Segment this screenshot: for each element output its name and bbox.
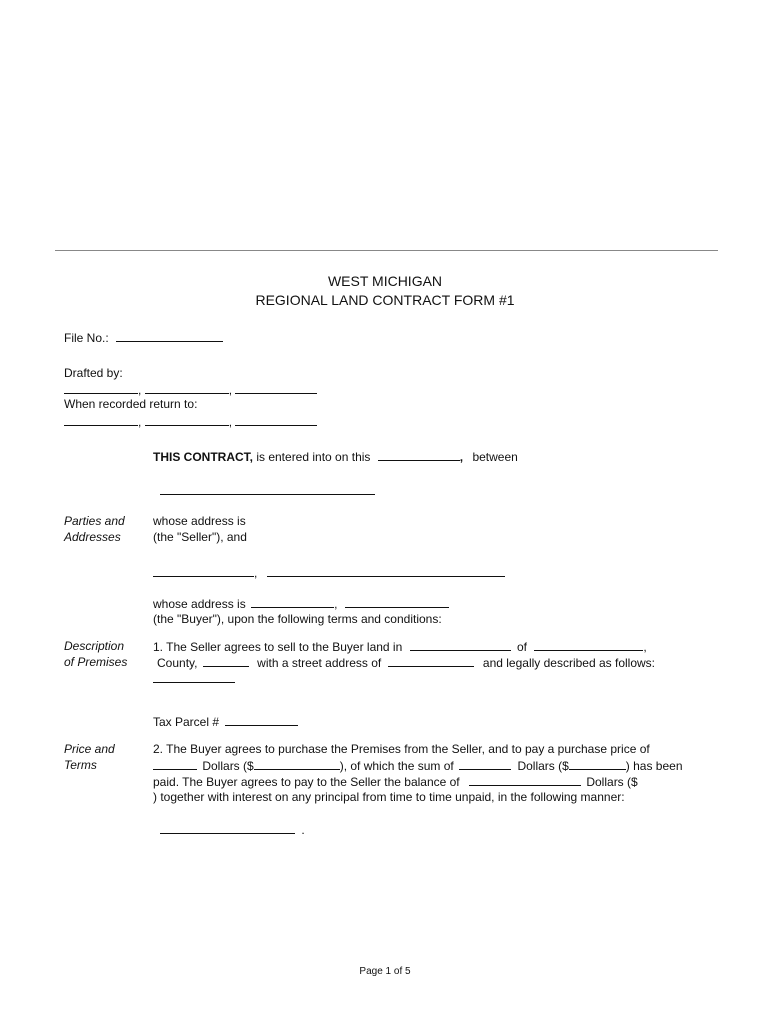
drafted-by-label: Drafted by:	[64, 366, 123, 380]
buyer-name-field-2[interactable]	[267, 565, 505, 577]
payment-terms-field[interactable]	[160, 822, 295, 834]
county-field[interactable]	[203, 655, 249, 667]
section2-line1: 2. The Buyer agrees to purchase the Premises from the Seller, and to pay a purchase price of	[153, 742, 650, 756]
header-rule	[55, 250, 718, 251]
comma: ,	[459, 450, 464, 464]
dollars-label: Dollars ($	[517, 759, 569, 773]
drafted-by-fields	[64, 382, 317, 397]
section2-which: ), of which the sum of	[339, 759, 454, 773]
recorded-field-3[interactable]	[235, 414, 317, 426]
buyer-role: (the "Buyer"), upon the following terms and conditions:	[153, 612, 442, 626]
intro-line	[153, 449, 518, 464]
section1-county: County,	[157, 656, 198, 670]
dollars-label: Dollars ($	[202, 759, 254, 773]
drafted-by-field-2[interactable]	[145, 382, 229, 394]
file-no-label: File No.:	[64, 331, 109, 345]
comma: ,	[254, 566, 258, 580]
comma: ,	[643, 640, 647, 654]
section1-street: with a street address of	[257, 656, 382, 670]
section1-legal: and legally described as follows:	[482, 656, 656, 670]
balance-words-field[interactable]	[469, 774, 581, 786]
file-no-row	[64, 330, 223, 345]
recorded-field-1[interactable]	[64, 414, 138, 426]
section1-line1	[153, 639, 647, 654]
margin-parties-2: Addresses	[64, 530, 121, 544]
file-no-field[interactable]	[116, 330, 223, 342]
seller-address-label: whose address is	[153, 514, 246, 528]
tax-parcel-label: Tax Parcel #	[153, 715, 220, 729]
township-field[interactable]	[410, 639, 511, 651]
margin-price-2: Terms	[64, 758, 97, 772]
payment-terms-row	[160, 822, 305, 837]
price-words-field[interactable]	[153, 758, 197, 770]
buyer-address-label: whose address is	[153, 597, 246, 611]
seller-name-row	[160, 483, 375, 498]
comma: ,	[228, 383, 233, 397]
intro-between: between	[472, 450, 518, 464]
title-line-1: WEST MICHIGAN	[327, 273, 443, 289]
recorded-fields	[64, 414, 317, 429]
section2-line4: ) together with interest on any principal from time to time unpaid, in the following manner:	[153, 790, 625, 804]
margin-parties-1: Parties and	[64, 514, 125, 528]
seller-name-field[interactable]	[160, 483, 375, 495]
buyer-address-field-2[interactable]	[345, 596, 449, 608]
price-amount-field[interactable]	[254, 758, 340, 770]
section2-line2	[153, 758, 683, 773]
drafted-by-field-1[interactable]	[64, 382, 138, 394]
tax-parcel-row	[153, 714, 298, 729]
intro-text: is entered into on this	[253, 450, 371, 464]
county-name-field[interactable]	[534, 639, 643, 651]
recorded-label: When recorded return to:	[64, 397, 198, 411]
title-line-2: REGIONAL LAND CONTRACT FORM #1	[255, 292, 515, 308]
comma: ,	[138, 415, 142, 429]
buyer-name-field-1[interactable]	[153, 565, 254, 577]
buyer-address-row	[153, 596, 449, 611]
section2-paid: paid. The Buyer agrees to pay to the Seller the balance of	[153, 775, 460, 789]
buyer-name-row	[153, 565, 505, 580]
comma: ,	[138, 383, 142, 397]
contract-date-field[interactable]	[378, 449, 460, 461]
recorded-field-2[interactable]	[145, 414, 229, 426]
section2-has-been: ) has been	[625, 759, 683, 773]
section1-text: 1. The Seller agrees to sell to the Buyer land in	[153, 640, 403, 654]
down-payment-amount-field[interactable]	[569, 758, 626, 770]
seller-role: (the "Seller"), and	[153, 530, 247, 544]
margin-description-2: of Premises	[64, 655, 128, 669]
street-address-field[interactable]	[388, 655, 474, 667]
drafted-by-field-3[interactable]	[235, 382, 317, 394]
comma: ,	[228, 415, 233, 429]
margin-price-1: Price and	[64, 742, 115, 756]
legal-description-field[interactable]	[153, 671, 235, 683]
dollars-label: Dollars ($	[586, 775, 638, 789]
down-payment-words-field[interactable]	[459, 758, 511, 770]
section2-line3	[153, 774, 638, 789]
section1-of: of	[516, 640, 527, 654]
period: .	[301, 823, 305, 837]
page-number: Page 1 of 5	[359, 966, 411, 977]
buyer-address-field-1[interactable]	[251, 596, 334, 608]
legal-description-row	[153, 671, 235, 686]
margin-description-1: Description	[64, 639, 125, 653]
intro-bold: THIS CONTRACT,	[153, 450, 253, 464]
comma: ,	[334, 597, 338, 611]
tax-parcel-field[interactable]	[225, 714, 298, 726]
section1-line2	[157, 655, 655, 670]
